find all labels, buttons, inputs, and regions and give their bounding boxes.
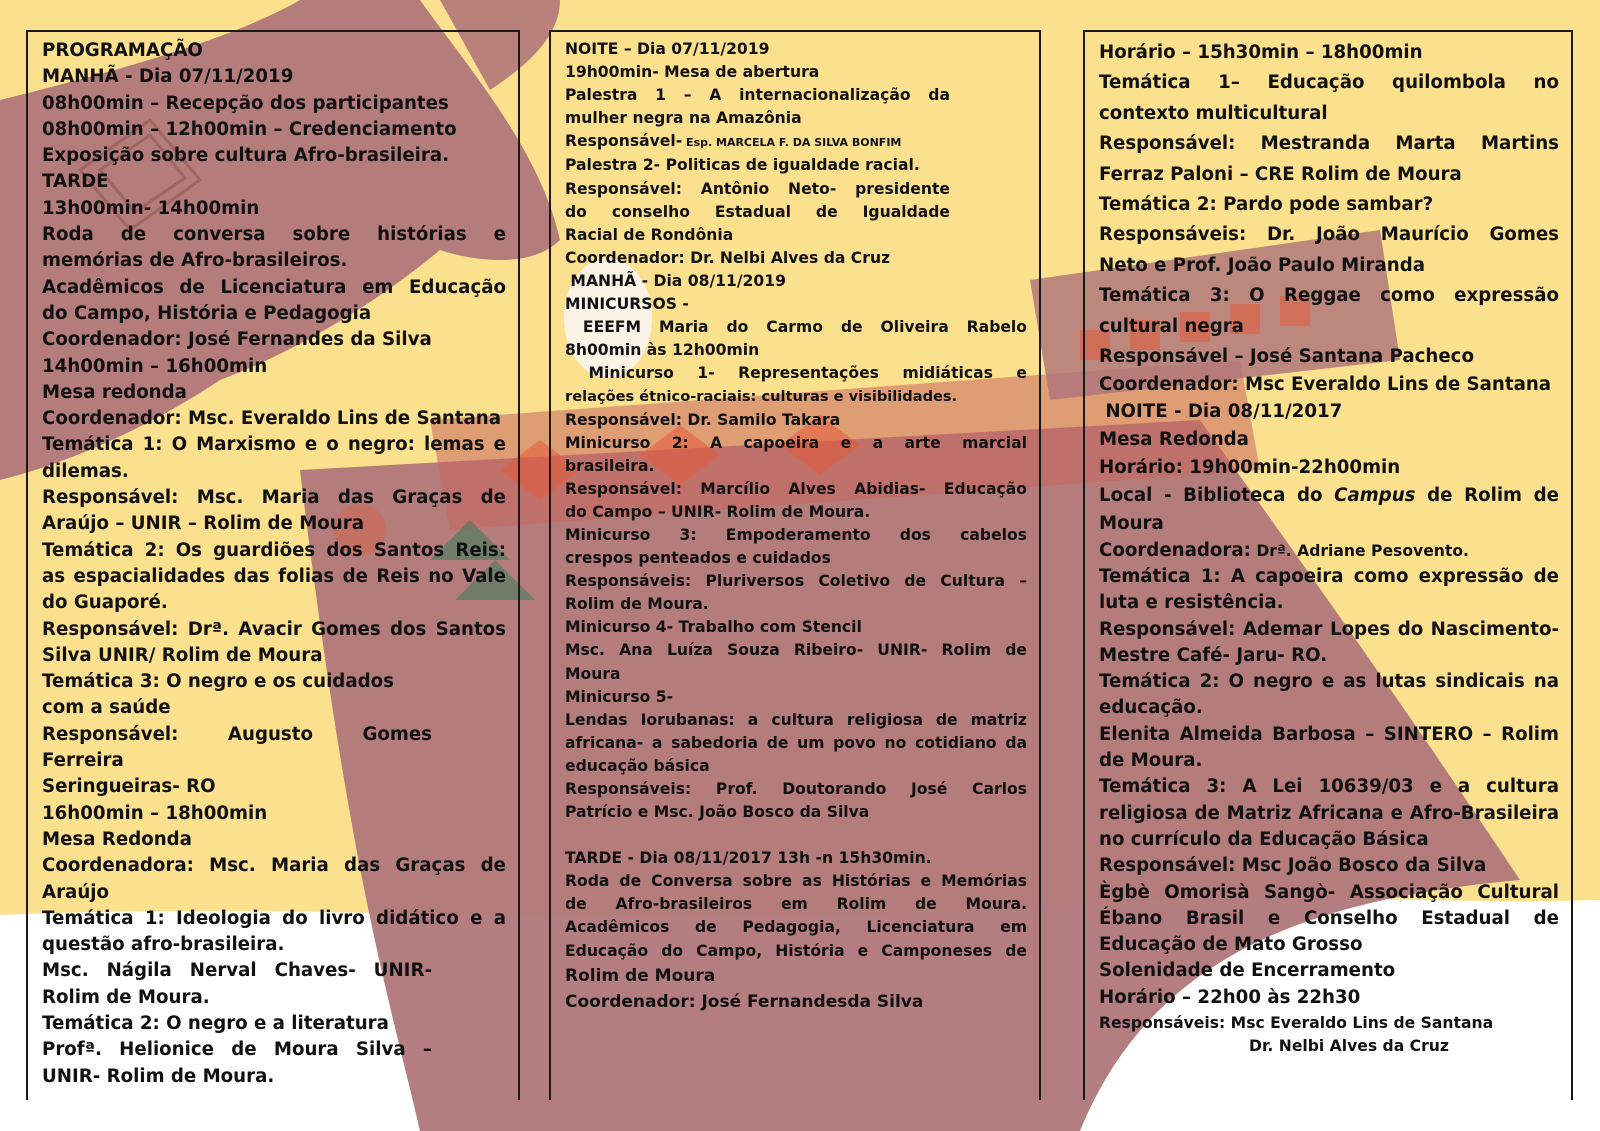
text-line: mulher negra na Amazônia: [565, 109, 802, 128]
text-line: Temática 3: O Reggae como expressão: [1099, 285, 1559, 307]
text-line: UNIR- Rolim de Moura.: [42, 1065, 275, 1087]
spacer: [565, 824, 1027, 847]
text-line: Responsáveis: Prof. Doutorando José Carlos: [565, 780, 1027, 798]
text-line: do Guaporé.: [42, 592, 168, 614]
text-line: Palestra 2- Politicas de igualdade racial.: [565, 156, 920, 175]
text-line: Rolim de Moura.: [565, 595, 709, 614]
text-line: Coordenador: José Fernandesda Silva: [565, 991, 924, 1012]
responsible-name: Esp. MARCELA F. DA SILVA BONFIM: [682, 136, 902, 150]
text-line: Patrício e Msc. João Bosco da Silva: [565, 803, 870, 822]
text-line: Responsável: Msc. Maria das Graças de: [42, 487, 506, 509]
text-line: Mesa Redonda: [1099, 429, 1249, 451]
text-line: 14h00min – 16h00min: [42, 355, 268, 377]
text-line: Coordenadora: Msc. Maria das Graças de: [42, 855, 506, 877]
text-line: Responsável – José Santana Pacheco: [1099, 346, 1474, 368]
text-line: Responsáveis: Dr. João Maurício Gomes: [1099, 224, 1559, 246]
text-line: Temática 1: A capoeira como expressão de: [1099, 565, 1559, 587]
text-line: Temática 2: Pardo pode sambar?: [1099, 194, 1434, 216]
text-line: Coordenador: Dr. Nelbi Alves da Cruz: [565, 248, 891, 267]
text-line: Minicurso 4- Trabalho com Stencil: [565, 618, 862, 637]
text-line: Silva UNIR/ Rolim de Moura: [42, 644, 323, 666]
text-line: crespos penteados e cuidados: [565, 549, 831, 568]
text-line: Temática 1– Educação quilombola no: [1099, 72, 1559, 94]
text-line: Ègbè Omorisà Sangò- Associação Cultural: [1099, 881, 1559, 903]
text-line: Moura: [1099, 513, 1164, 535]
text-line: Horário – 15h30min – 18h00min: [1099, 42, 1423, 63]
text-line: Responsável: Mestranda Marta Martins: [1099, 133, 1559, 155]
text-line: africana- a sabedoria de um povo no cotidiano da: [565, 733, 1027, 752]
coordinator-label: Coordenadora:: [1099, 539, 1251, 561]
text-line: do Campo – UNIR- Rolim de Moura.: [565, 502, 871, 521]
text-line: Temática 3: O negro e os cuidados: [42, 671, 394, 693]
text-line: as espacialidades das folias de Reis no Vale: [42, 565, 506, 587]
section-afternoon-day1: TARDE: [42, 171, 109, 193]
program-column-3: [1083, 30, 1573, 1100]
text-line: Temática 1: Ideologia do livro didático e a: [42, 907, 506, 929]
campus-word: Campus: [1334, 485, 1416, 507]
section-morning-day2: MANHÃ - Dia 08/11/2019: [565, 271, 786, 290]
text-line: [565, 130, 1027, 154]
text-line: Elenita Almeida Barbosa – SINTERO – Rolim: [1099, 723, 1559, 745]
text-line: Exposição sobre cultura Afro-brasileira.: [42, 145, 450, 167]
text-line: Responsável: Msc João Bosco da Silva: [1099, 855, 1487, 877]
text-line: Educação do Campo, História e Camponeses de: [565, 941, 1027, 960]
text-line: Ébano Brasil e Conselho Estadual de: [1099, 907, 1559, 929]
text-line: Moura: [565, 664, 621, 683]
text-line: Acadêmicos de Licenciatura em Educação: [42, 276, 506, 298]
text-line: Roda de Conversa sobre as Histórias e Memórias: [565, 872, 1027, 891]
text-line: Responsável: Marcílio Alves Abidias- Educação: [565, 479, 1027, 498]
section-minicursos: MINICURSOS -: [565, 295, 689, 314]
coordinator-name: Drª. Adriane Pesovento.: [1250, 541, 1469, 560]
text-line: [1099, 481, 1559, 511]
text-line: Solenidade de Encerramento: [1099, 960, 1396, 982]
text-line: 13h00min- 14h00min: [42, 197, 260, 219]
text-line: Racial de Rondônia: [565, 225, 734, 244]
text-line: Responsável: Augusto Gomes: [42, 723, 432, 745]
text-line: Responsável: Ademar Lopes do Nascimento-: [1099, 618, 1559, 640]
text-line: contexto multicultural: [1099, 102, 1328, 124]
text-line: Lendas Iorubanas: a cultura religiosa de matriz: [565, 710, 1027, 729]
text-line: Mesa Redonda: [42, 828, 192, 850]
text-line: Temática 2: Os guardiões dos Santos Reis:: [42, 539, 506, 561]
text-line: Msc. Ana Luíza Souza Ribeiro- UNIR- Rolim de: [565, 641, 1027, 660]
program-column-2: [549, 30, 1041, 1100]
text-line: Responsável: Dr. Samilo Takara: [565, 410, 841, 429]
local-label: Local - Biblioteca do: [1099, 485, 1335, 507]
text-line: Msc. Nágila Nerval Chaves- UNIR-: [42, 960, 432, 982]
text-line: no currículo da Educação Básica: [1099, 828, 1429, 850]
text-line: memórias de Afro-brasileiros.: [42, 250, 348, 272]
responsible-label: Responsável-: [565, 132, 683, 151]
text-line: Minicurso 1- Representações midiáticas e: [565, 364, 1027, 383]
text-line: Ferreira: [42, 750, 124, 772]
text-line: Temática 3: A Lei 10639/03 e a cultura: [1099, 776, 1559, 798]
text-line: Responsáveis: Msc Everaldo Lins de Santana: [1099, 1014, 1494, 1032]
text-line: do Campo, História e Pedagogia: [42, 302, 372, 324]
text-line: Coordenador: Msc Everaldo Lins de Santana: [1099, 374, 1552, 396]
section-morning-day1: MANHÃ - Dia 07/11/2019: [42, 66, 294, 88]
text-line: Dr. Nelbi Alves da Cruz: [1249, 1037, 1449, 1055]
heading-programacao: PROGRAMAÇÃO: [42, 40, 203, 61]
section-night-day1: NOITE – Dia 07/11/2019: [565, 40, 770, 58]
text-line: [1099, 538, 1559, 564]
text-line: Acadêmicos de Pedagogia, Licenciatura em: [565, 918, 1027, 937]
text-line: educação.: [1099, 697, 1203, 719]
text-line: Seringueiras- RO: [42, 776, 216, 798]
column-3-upper: [1099, 38, 1559, 372]
local-rest: de Rolim de: [1415, 485, 1559, 507]
text-line: Minicurso 2: A capoeira e a arte marcial: [565, 433, 1027, 452]
text-line: Responsável: Antônio Neto- presidente: [565, 179, 950, 198]
text-line: Minicurso 3: Empoderamento dos cabelos: [565, 525, 1027, 544]
text-line: Temática 1: O Marxismo e o negro: lemas e: [42, 434, 506, 456]
text-line: Araújo – UNIR – Rolim de Moura: [42, 513, 364, 535]
text-line: Responsáveis: Pluriversos Coletivo de Cultura –: [565, 572, 1027, 591]
text-line: Horário – 22h00 às 22h30: [1099, 986, 1361, 1008]
text-line: brasileira.: [565, 456, 655, 475]
section-night-day2: NOITE - Dia 08/11/2017: [1099, 400, 1343, 422]
text-line: relações étnico-raciais: culturas e visibilidades.: [565, 388, 958, 406]
text-line: Coordenador: José Fernandes da Silva: [42, 329, 432, 351]
text-line: educação básica: [565, 756, 710, 775]
text-line: 19h00min- Mesa de abertura: [565, 63, 820, 82]
text-line: dilemas.: [42, 460, 129, 482]
text-line: questão afro-brasileira.: [42, 934, 285, 956]
program-column-1: [26, 30, 520, 1100]
text-line: Palestra 1 – A internacionalização da: [565, 86, 950, 105]
text-line: do conselho Estadual de Igualdade: [565, 202, 950, 221]
text-line: 08h00min – Recepção dos participantes: [42, 92, 449, 114]
text-line: 8h00min às 12h00min: [565, 341, 760, 360]
text-line: Temática 2: O negro e a literatura: [42, 1012, 389, 1034]
text-line: Rolim de Moura.: [42, 986, 210, 1008]
section-afternoon-day2: TARDE - Dia 08/11/2017 13h -n 15h30min.: [565, 849, 932, 868]
text-line: de Afro-brasileiros em Rolim de Moura.: [565, 895, 1027, 914]
text-line: de Moura.: [1099, 750, 1203, 772]
text-line: Rolim de Moura: [565, 965, 716, 986]
text-line: Educação de Mato Grosso: [1099, 934, 1363, 956]
text-line: cultural negra: [1099, 315, 1244, 337]
text-line: Neto e Prof. João Paulo Miranda: [1099, 254, 1425, 276]
text-line: luta e resistência.: [1099, 592, 1284, 614]
text-line: Roda de conversa sobre histórias e: [42, 224, 506, 246]
text-line: Horário: 19h00min-22h00min: [1099, 457, 1401, 479]
text-line: 08h00min – 12h00min – Credenciamento: [42, 118, 457, 140]
text-line: Mestre Café- Jaru- RO.: [1099, 644, 1328, 666]
text-line: Araújo: [42, 881, 109, 903]
text-line: religiosa de Matriz Africana e Afro-Brasileira: [1099, 802, 1559, 824]
text-line: EEEFM Maria do Carmo de Oliveira Rabelo: [565, 318, 1027, 337]
text-line: 16h00min – 18h00min: [42, 802, 268, 824]
text-line: Minicurso 5-: [565, 687, 674, 706]
text-line: Ferraz Paloni – CRE Rolim de Moura: [1099, 163, 1462, 185]
text-line: Profª. Helionice de Moura Silva –: [42, 1039, 432, 1061]
text-line: com a saúde: [42, 697, 171, 719]
text-line: Temática 2: O negro e as lutas sindicais na: [1099, 671, 1559, 693]
text-line: Responsável: Drª. Avacir Gomes dos Santos: [42, 618, 506, 640]
text-line: Coordenador: Msc. Everaldo Lins de Santana: [42, 408, 501, 430]
text-line: Mesa redonda: [42, 381, 187, 403]
